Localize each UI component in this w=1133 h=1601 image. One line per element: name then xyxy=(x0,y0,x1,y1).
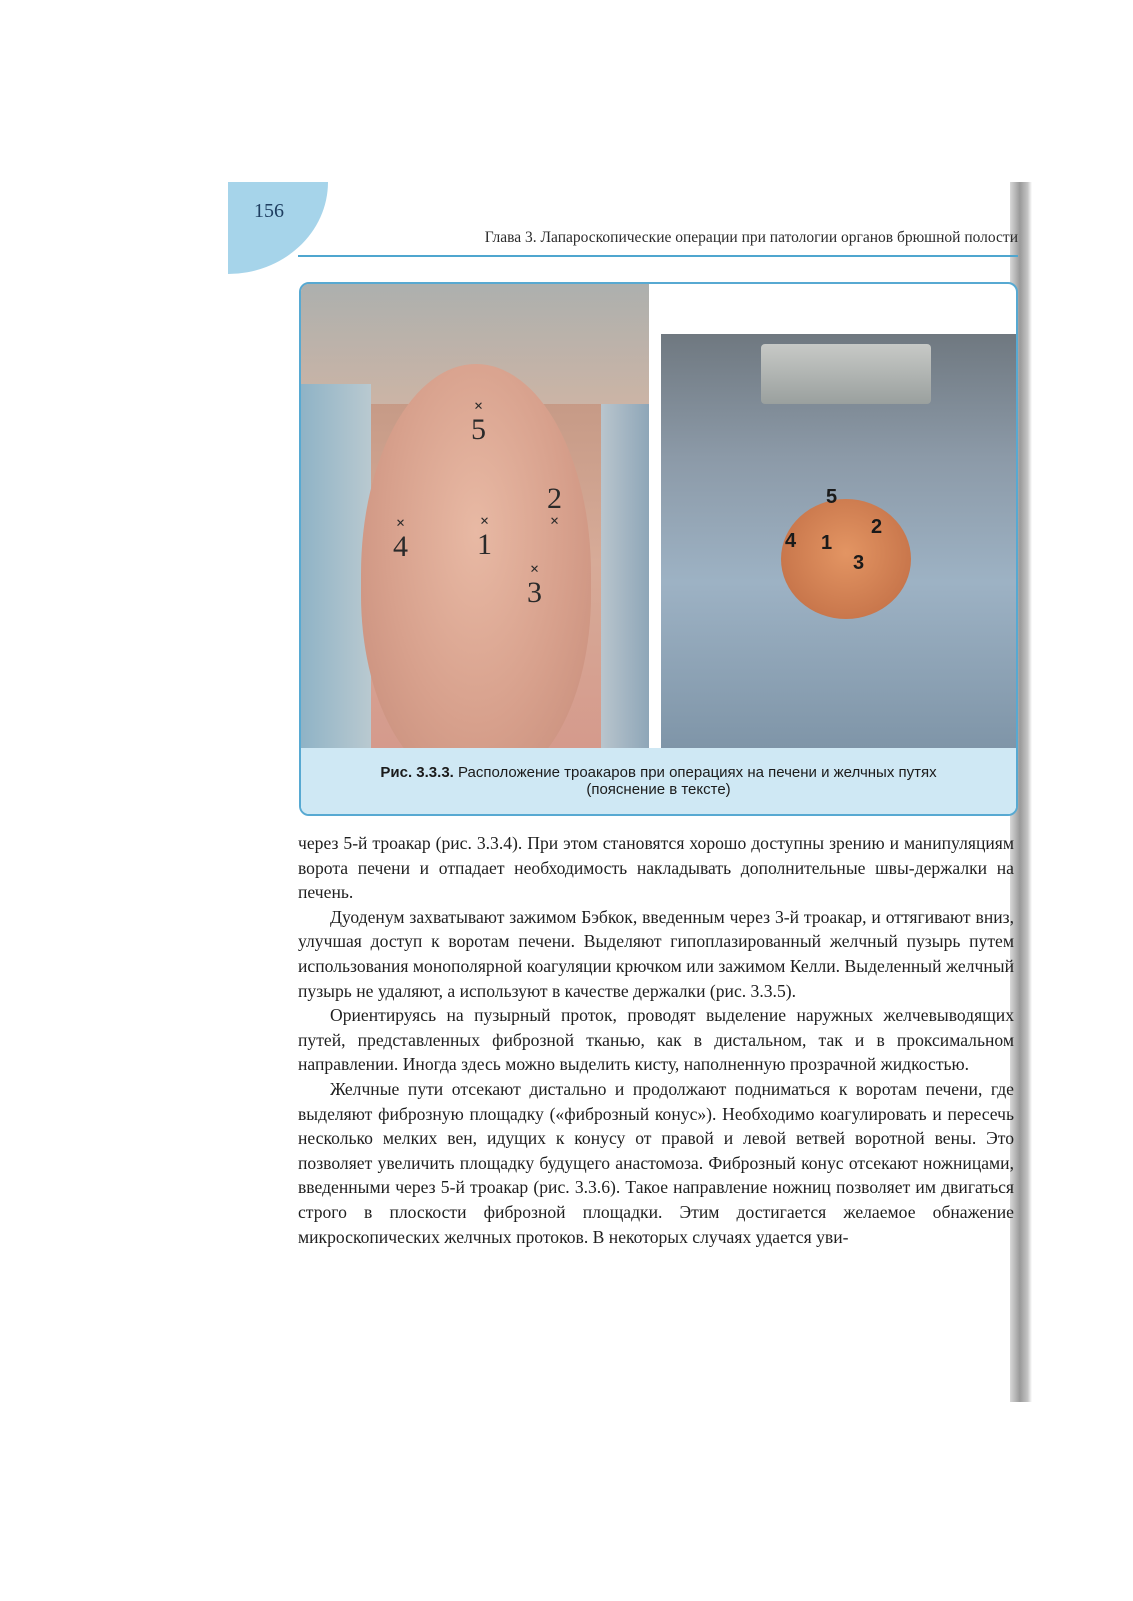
corner-tab xyxy=(228,182,328,274)
trocar-label-3: 3 xyxy=(853,552,865,574)
photo-separator xyxy=(649,284,661,748)
caption-line-1 xyxy=(380,764,936,781)
figure-caption xyxy=(301,748,1016,814)
trocar-mark-4: × 4 xyxy=(393,515,408,563)
page-number: 156 xyxy=(254,200,284,222)
equipment-unit xyxy=(761,344,931,404)
paragraph-1: через 5-й троакар (рис. 3.3.4). При этом становятся хорошо доступны зрению и манипуляциям ворота печени и отпадает необходимость накладывать дополнительные швы-держалки на печень. xyxy=(298,833,1014,903)
photo-patient-abdomen xyxy=(301,284,649,748)
trocar-mark-5: × 5 xyxy=(471,398,486,446)
caption-text-2: (пояснение в тексте) xyxy=(586,781,731,798)
running-head: Глава 3. Лапароскопические операции при патологии органов брюшной полости xyxy=(484,229,1018,246)
trocar-label-1: 1 xyxy=(821,532,833,554)
header-rule xyxy=(298,255,1018,257)
caption-text-1: Расположение троакаров при операциях на печени и желчных путях xyxy=(458,764,937,781)
paragraph-3: Ориентируясь на пузырный проток, проводят выделение наружных желчевыводящих путей, представленных фиброзной тканью, как в дистальном, так и в проксимальном направлении. Иногда здесь можно выделить кисту, наполненную прозрачной жидкостью. xyxy=(298,1005,1014,1075)
trocar-mark-1: × 1 xyxy=(477,513,492,561)
trocar-label-5: 5 xyxy=(826,486,838,508)
trocar-label-2: 2 xyxy=(871,516,883,538)
operating-field xyxy=(781,499,911,619)
trocar-mark-2: 2 × xyxy=(547,482,562,530)
paragraph-4: Желчные пути отсекают дистально и продолжают подниматься к воротам печени, где выделяют фиброзную площадку («фиброзный конус»). Необходимо коагулировать и пересечь несколько мелких вен, идущих к конусу от правой и левой ветвей воротной вены. Это позволяет увеличить площадку будущего анастомоза. Фиброзный конус отсекают ножницами, введенными через 5-й троакар (рис. 3.3.6). Такое направление ножниц позволяет им двигаться строго в плоскости фиброзной площадки. Этим достигается желаемое обнажение микроскопических желчных протоков. В некоторых случаях удается уви- xyxy=(298,1078,1014,1247)
paragraph-2: Дуоденум захватывают зажимом Бэбкок, введенным через 3-й троакар, и оттягивают вниз, улучшая доступ к воротам печени. Выделяют гипоплазированный желчный пузырь путем использования монополярной коагуляции крючком или зажимом Келли. Выделенный желчный пузырь не удаляют, а используют в качестве держалки (рис. 3.3.5). xyxy=(298,906,1014,1001)
photo-operating-field xyxy=(661,334,1016,748)
body-text xyxy=(298,831,1014,1249)
drape-right xyxy=(601,404,649,748)
caption-label: Рис. 3.3.3. xyxy=(380,764,454,781)
figure-3-3-3 xyxy=(299,282,1018,816)
trocar-mark-3: × 3 xyxy=(527,561,542,609)
trocar-label-4: 4 xyxy=(785,530,797,552)
